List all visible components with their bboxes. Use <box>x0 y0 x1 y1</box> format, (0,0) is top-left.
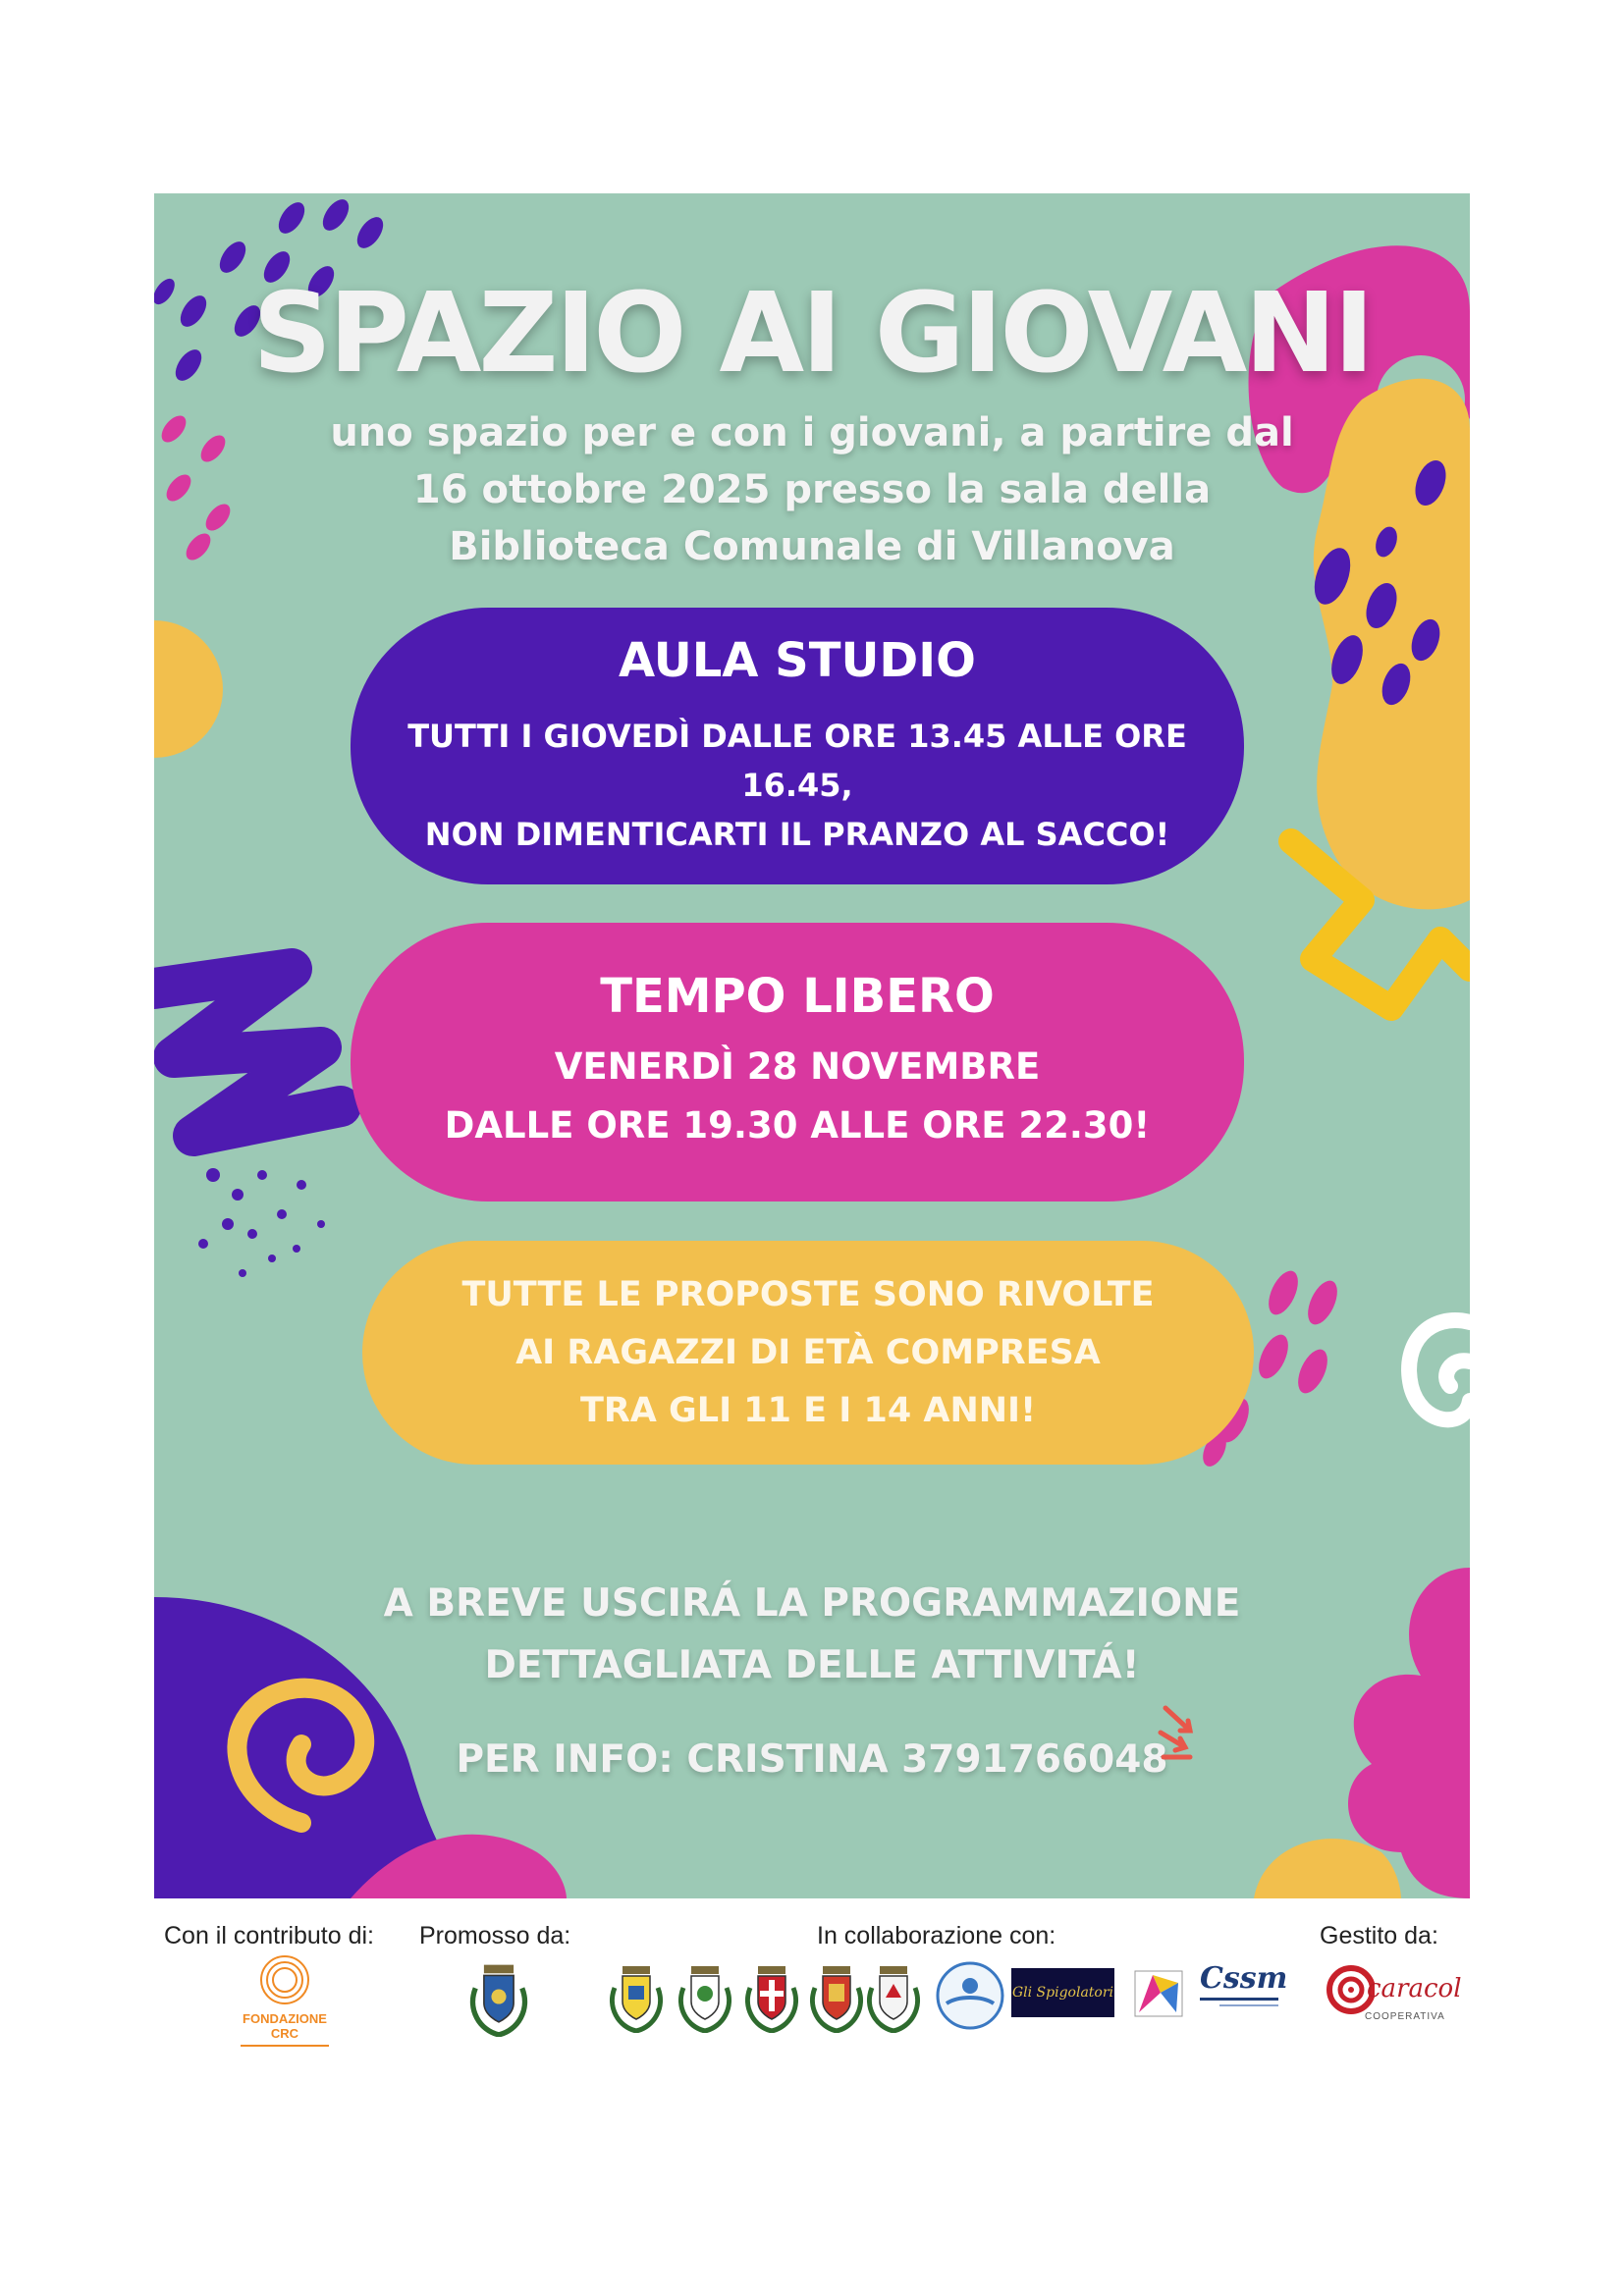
audience-line: TUTTE LE PROPOSTE SONO RIVOLTE <box>461 1274 1155 1314</box>
promoter-label: Promosso da: <box>419 1922 571 1949</box>
caracol-logo-subtext: COOPERATIVA <box>1365 2011 1445 2022</box>
contributor-label: Con il contributo di: <box>164 1922 375 1949</box>
audience-line: TRA GLI 11 E I 14 ANNI! <box>579 1390 1037 1430</box>
colorful-logo-icon <box>1131 1963 1186 2022</box>
subtitle-line: uno spazio per e con i giovani, a partire dal <box>330 410 1294 455</box>
audience-panel <box>362 1241 1254 1465</box>
crc-logo-text: FONDAZIONE CRC <box>243 2011 327 2041</box>
collaboration-label: In collaborazione con: <box>817 1922 1056 1949</box>
association-badge-icon <box>935 1960 1005 2031</box>
contact-info: PER INFO: CRISTINA 3791766048 <box>456 1737 1168 1782</box>
municipal-crest-icon <box>464 1956 533 2037</box>
caracol-logo-text: caracol <box>1367 1974 1462 2003</box>
announcement-line: A BREVE USCIRÁ LA PROGRAMMAZIONE <box>383 1581 1241 1626</box>
audience-line: AI RAGAZZI DI ETÀ COMPRESA <box>515 1332 1101 1372</box>
announcement-line: DETTAGLIATA DELLE ATTIVITÁ! <box>484 1643 1140 1687</box>
municipal-crest-icon <box>607 1958 666 2033</box>
manager-label: Gestito da: <box>1320 1922 1438 1949</box>
study-hall-panel <box>351 608 1244 884</box>
municipal-crest-icon <box>676 1958 734 2033</box>
study-hall-line: NON DIMENTICARTI IL PRANZO AL SACCO! <box>424 816 1170 853</box>
free-time-heading: TEMPO LIBERO <box>600 969 995 1024</box>
spigolatori-logo <box>1011 1968 1114 2017</box>
poster-subtitle <box>292 404 1332 575</box>
cssm-logo-text: Cssm <box>1200 1961 1288 1996</box>
event-poster <box>154 193 1470 1898</box>
poster-title: SPAZIO AI GIOVANI <box>252 270 1372 398</box>
subtitle-line: Biblioteca Comunale di Villanova <box>449 524 1175 569</box>
study-hall-line: TUTTI I GIOVEDÌ DALLE ORE 13.45 ALLE ORE 16.45, <box>407 718 1187 804</box>
cssm-logo <box>1200 1961 1288 2020</box>
municipal-crest-icon <box>742 1958 801 2033</box>
subtitle-line: 16 ottobre 2025 presso la sala della <box>412 467 1212 512</box>
free-time-line: DALLE ORE 19.30 ALLE ORE 22.30! <box>444 1104 1151 1147</box>
free-time-panel <box>351 923 1244 1201</box>
rings-icon <box>231 1953 339 2007</box>
municipal-crest-icon <box>864 1958 923 2033</box>
caracol-logo <box>1326 1958 1462 2032</box>
arrow-icon <box>1156 1703 1224 1762</box>
spigolatori-logo-text: Gli Spigolatori <box>1011 1985 1114 2001</box>
municipal-crest-icon <box>807 1958 866 2033</box>
study-hall-heading: AULA STUDIO <box>619 633 976 688</box>
free-time-line: VENERDÌ 28 NOVEMBRE <box>554 1045 1041 1088</box>
fondazione-crc-logo <box>231 1953 339 2041</box>
announcement <box>301 1573 1323 1696</box>
